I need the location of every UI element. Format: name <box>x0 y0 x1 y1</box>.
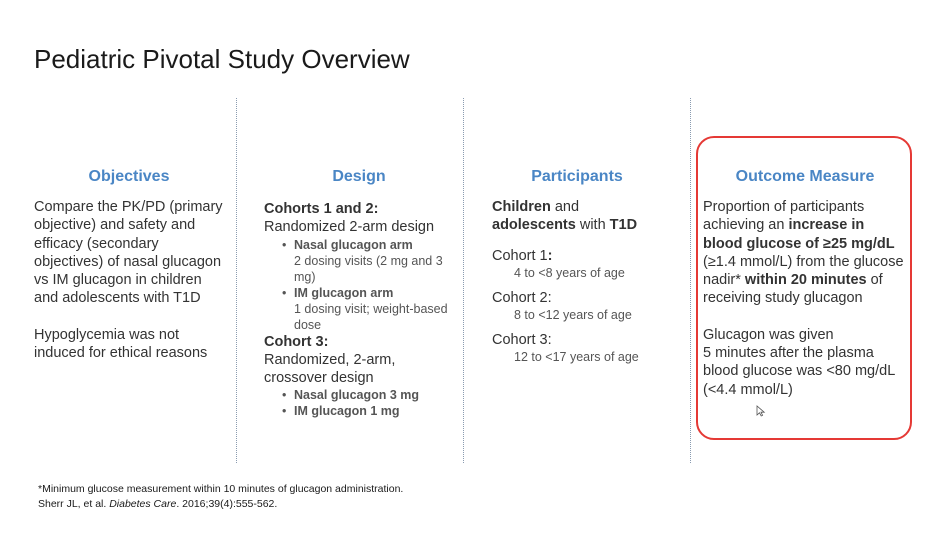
outcome-text-bold: within 20 minutes <box>744 272 867 289</box>
design-column <box>264 168 454 419</box>
design-cohort3-label: Cohort 3: <box>264 333 329 350</box>
outcome-text: Proportion of participants achieving an <box>703 199 865 234</box>
outcome-text: (≥1.4 mmol/L) from the glucose nadir* <box>703 253 904 289</box>
mouse-cursor-icon <box>756 405 766 417</box>
outcome-heading: Outcome Measure <box>735 168 875 185</box>
participants-column <box>492 168 662 373</box>
intro-text: and <box>550 199 580 215</box>
list-item <box>294 403 454 419</box>
outcome-text: 5 minutes after the plasma blood glucose was <80 mg/dL (<4.4 mmol/L) <box>703 345 895 398</box>
design-cohort12-label: Cohorts 1 and 2: <box>264 201 379 217</box>
design-heading: Design <box>332 168 386 185</box>
outcome-paragraph-1 <box>703 198 907 308</box>
cohort-label-row <box>492 331 662 349</box>
column-divider <box>690 98 691 463</box>
outcome-text: of receiving study glucagon <box>703 272 883 307</box>
design-cohort12-arms <box>276 237 454 333</box>
citation-author: Sherr JL, et al. <box>38 498 110 510</box>
cohort-label: Cohort 2 <box>492 289 548 306</box>
list-item <box>294 237 454 285</box>
cohort-age: 4 to <8 years of age <box>514 265 625 280</box>
citation <box>38 497 403 512</box>
intro-bold: adolescents <box>492 217 576 234</box>
cohort-label: Cohort 3 <box>492 331 548 348</box>
page-title: Pediatric Pivotal Study Overview <box>34 44 410 74</box>
intro-text: with <box>575 217 610 234</box>
cohort-age: 8 to <12 years of age <box>514 307 632 322</box>
outcome-column <box>703 168 907 399</box>
objectives-paragraph-1: Compare the PK/PD (primary objective) and safety and efficacy (secondary objectives) of nasal glucagon vs IM glucagon in children and adolescents with T1D <box>34 199 223 307</box>
footnote: *Minimum glucose measurement within 10 minutes of glucagon administration. <box>38 483 404 495</box>
participants-intro <box>492 198 662 235</box>
list-item <box>294 285 454 333</box>
outcome-paragraph-2 <box>703 326 907 399</box>
footer <box>38 482 403 512</box>
column-divider <box>236 98 237 463</box>
intro-bold: T1D <box>609 217 638 234</box>
participants-heading: Participants <box>531 168 623 185</box>
cohort-colon: : <box>547 331 552 348</box>
cohort-label: Cohort 1 <box>492 247 548 264</box>
design-cohort12-desc: Randomized 2-arm design <box>264 219 435 236</box>
citation-details: . 2016;39(4):555-562. <box>176 498 278 510</box>
outcome-text-bold: increase in blood glucose of ≥25 mg/dL <box>703 217 895 252</box>
cohort-colon: : <box>547 289 552 306</box>
column-divider <box>463 98 464 463</box>
objectives-paragraph-2: Hypoglycemia was not induced for ethical reasons <box>34 326 208 362</box>
arm-name: Nasal glucagon 3 mg <box>294 388 420 403</box>
objectives-heading: Objectives <box>88 168 170 185</box>
cohort-label-row <box>492 289 662 307</box>
cohort-age: 12 to <17 years of age <box>514 349 639 364</box>
cohort-colon: : <box>547 247 553 264</box>
design-cohort3-arms <box>276 387 454 419</box>
list-item <box>294 387 454 403</box>
cohort-item <box>492 247 662 281</box>
citation-journal: Diabetes Care <box>109 498 177 510</box>
arm-detail: 2 dosing visits (2 mg and 3 mg) <box>294 253 443 284</box>
intro-bold: Children <box>492 199 551 215</box>
cohort-item <box>492 289 662 323</box>
arm-detail: 1 dosing visit; weight-based dose <box>294 301 448 332</box>
arm-name: IM glucagon 1 mg <box>294 404 400 419</box>
cohort-label-row <box>492 247 662 265</box>
arm-name: Nasal glucagon arm <box>294 237 413 252</box>
outcome-text: Glucagon was given <box>703 326 834 343</box>
arm-name: IM glucagon arm <box>294 285 394 300</box>
design-cohort3-desc: Randomized, 2-arm, crossover design <box>264 351 396 387</box>
cohort-item <box>492 331 662 365</box>
objectives-column <box>34 168 224 362</box>
